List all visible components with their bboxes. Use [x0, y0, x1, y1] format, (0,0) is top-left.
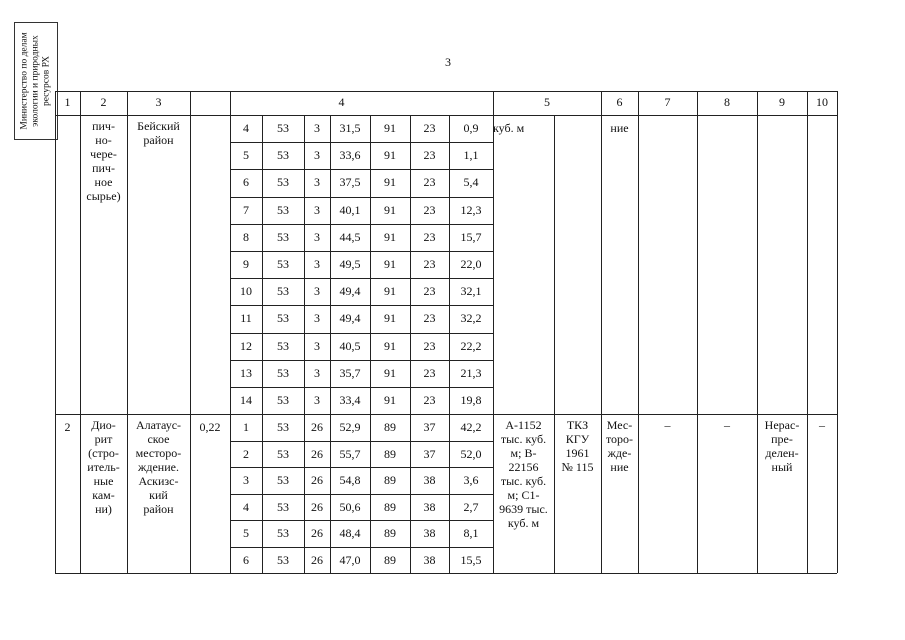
g1-row6-col1: 9: [243, 257, 249, 271]
g2-row4-col4: 50,6: [339, 499, 361, 514]
g1-row7-col3: 3: [314, 284, 320, 299]
group1-name-cell: пич- но- чере- пич- ное сырье): [86, 119, 121, 203]
g2-row6-col1: 6: [243, 552, 249, 567]
g1-row8-col4: 49,4: [339, 311, 361, 326]
g1-row10-col6: 23: [423, 365, 436, 380]
g1-row9-col6: 23: [423, 338, 436, 353]
g2-row2-col1: 2: [243, 446, 249, 461]
g2-row6-col4: 47,0: [339, 552, 361, 567]
approval-stamp: [14, 22, 58, 140]
g2-row4-col7: 2,7: [463, 499, 479, 514]
g1-row1-col1: 4: [243, 121, 249, 135]
g1-row5-col2: 53: [277, 229, 289, 244]
g2-row5-col5: 89: [384, 526, 396, 541]
g1-row11-col4: 33,4: [339, 393, 361, 407]
g2-row3-col1: 3: [243, 473, 249, 488]
g1-row11-col2: 53: [277, 393, 289, 407]
g1-row5-col5: 91: [384, 229, 396, 244]
g1-row7-col7: 32,1: [460, 284, 482, 299]
g1-row7-col5: 91: [384, 284, 396, 299]
g1-row2-col3: 3: [314, 148, 320, 163]
stamp-text: Министерство по делам экологии и природных ресурсов РХ: [19, 32, 52, 130]
g1-row3-col1: 6: [243, 175, 249, 190]
g1-row6-col4: 49,5: [339, 257, 361, 271]
g1-row10-col4: 35,7: [339, 365, 361, 380]
g2-row1-col7: 42,2: [460, 420, 482, 435]
g1-row8-col2: 53: [277, 311, 289, 326]
g2-row5-col1: 5: [243, 526, 249, 541]
g2-row5-col2: 53: [277, 526, 289, 541]
g2-row1-col6: 37: [423, 420, 436, 435]
g1-row3-col6: 23: [423, 175, 436, 190]
group2-name-cell: Дио- рит (стро- итель- ные кам- ни): [87, 418, 120, 517]
g1-row8-col1: 11: [240, 311, 252, 326]
header-cell-1: 1: [64, 95, 71, 109]
g1-row4-col3: 3: [314, 202, 320, 217]
g2-row6-col2: 53: [277, 552, 289, 567]
group2-approval-cell: ТКЗ КГУ 1961 № 115: [561, 418, 594, 475]
g1-row5-col7: 15,7: [460, 229, 482, 244]
g1-row9-col5: 91: [384, 338, 396, 353]
g2-row3-col3: 26: [311, 473, 323, 488]
g1-row11-col3: 3: [314, 393, 320, 407]
g1-row4-col1: 7: [243, 202, 249, 217]
g1-row9-col3: 3: [314, 338, 320, 353]
g1-row1-col2: 53: [277, 121, 289, 135]
group2-area-cell: 0,22: [199, 420, 221, 435]
g1-row8-col6: 23: [423, 311, 436, 326]
g2-row5-col6: 38: [423, 526, 436, 541]
g1-row11-col7: 19,8: [460, 393, 482, 407]
g1-row8-col5: 91: [384, 311, 396, 326]
g2-row1-col1: 1: [243, 420, 249, 435]
g1-row9-col4: 40,5: [339, 338, 361, 353]
g1-row2-col4: 33,6: [339, 148, 361, 163]
g2-row5-col3: 26: [311, 526, 323, 541]
g1-row9-col1: 12: [240, 338, 252, 353]
group2-type-cell: Мес- торо- жде- ние: [605, 418, 634, 475]
g2-row4-col2: 53: [277, 499, 289, 514]
g1-row5-col4: 44,5: [339, 229, 361, 244]
header-cell-3: 3: [155, 95, 162, 109]
g1-row2-col6: 23: [423, 148, 436, 163]
header-cell-2: 2: [100, 95, 107, 109]
group2-col10-cell: –: [819, 418, 825, 433]
g1-row6-col3: 3: [314, 257, 320, 271]
column-divider: [837, 91, 838, 573]
g1-row11-col5: 91: [384, 393, 396, 407]
g1-row5-col3: 3: [314, 229, 320, 244]
g1-row4-col7: 12,3: [460, 202, 482, 217]
g2-row5-col7: 8,1: [463, 526, 479, 541]
page-number: 3: [445, 55, 451, 69]
g1-row10-col2: 53: [277, 365, 289, 380]
g2-row2-col6: 37: [423, 446, 436, 461]
g1-row3-col5: 91: [384, 175, 396, 190]
g1-row2-col7: 1,1: [463, 148, 479, 163]
g1-row5-col6: 23: [423, 229, 436, 244]
group2-col8-cell: –: [724, 418, 730, 433]
g2-row3-col5: 89: [384, 473, 396, 488]
g1-row7-col2: 53: [277, 284, 289, 299]
g2-row6-col3: 26: [311, 552, 323, 567]
g1-row6-col7: 22,0: [460, 257, 482, 271]
g2-row6-col6: 38: [423, 552, 436, 567]
g1-row8-col7: 32,2: [460, 311, 482, 326]
g2-row6-col7: 15,5: [460, 552, 482, 567]
g1-row2-col1: 5: [243, 148, 249, 163]
g1-row4-col2: 53: [277, 202, 289, 217]
group1-reserves-cell: куб. м: [493, 121, 525, 135]
g1-row10-col7: 21,3: [460, 365, 482, 380]
g2-row5-col4: 48,4: [339, 526, 361, 541]
g2-row2-col4: 55,7: [339, 446, 361, 461]
g1-row4-col4: 40,1: [339, 202, 361, 217]
g1-row7-col1: 10: [240, 284, 252, 299]
group1-location-cell: Бейский район: [137, 119, 180, 147]
group2-location-cell: Алатаус- ское месторо- ждение. Аскизс- кий район: [135, 418, 182, 517]
g1-row1-col3: 3: [314, 121, 320, 135]
g2-row6-col5: 89: [384, 552, 396, 567]
g1-row2-col5: 91: [384, 148, 396, 163]
g1-row9-col7: 22,2: [460, 338, 482, 353]
g2-row3-col6: 38: [423, 473, 436, 488]
group2-index-cell: 2: [64, 420, 71, 435]
g1-row7-col6: 23: [423, 284, 436, 299]
g1-row10-col5: 91: [384, 365, 396, 380]
group2-col7-cell: –: [664, 418, 671, 433]
g2-row2-col3: 26: [311, 446, 323, 461]
g1-row3-col2: 53: [277, 175, 289, 190]
header-cell-4: 4: [338, 95, 345, 109]
g1-row7-col4: 49,4: [339, 284, 361, 299]
group2-reserves-cell: А-1152 тыс. куб. м; В- 22156 тыс. куб. м; С1- 9639 тыс. куб. м: [499, 418, 548, 531]
g1-row1-col4: 31,5: [339, 121, 361, 135]
g1-row3-col7: 5,4: [463, 175, 479, 190]
table-bottom-border: [55, 573, 837, 574]
g2-row2-col5: 89: [384, 446, 396, 461]
group1-type-cell: ние: [610, 121, 629, 135]
g2-row1-col4: 52,9: [339, 420, 361, 435]
g1-row9-col2: 53: [277, 338, 289, 353]
g2-row1-col3: 26: [311, 420, 323, 435]
g2-row4-col1: 4: [243, 499, 249, 514]
g2-row2-col7: 52,0: [460, 446, 482, 461]
g1-row5-col1: 8: [243, 229, 249, 244]
g2-row1-col5: 89: [384, 420, 396, 435]
g1-row1-col6: 23: [423, 121, 436, 135]
header-cell-10: 10: [816, 95, 828, 109]
g1-row1-col7: 0,9: [463, 121, 479, 135]
g2-row4-col5: 89: [384, 499, 396, 514]
g1-row4-col5: 91: [384, 202, 396, 217]
g1-row10-col1: 13: [240, 365, 252, 380]
g2-row3-col4: 54,8: [339, 473, 361, 488]
header-cell-5: 5: [544, 95, 550, 109]
g2-row4-col6: 38: [423, 499, 436, 514]
header-cell-9: 9: [779, 95, 785, 109]
group2-status-cell: Нерас- пре- делен- ный: [764, 418, 800, 475]
g1-row8-col3: 3: [314, 311, 320, 326]
g1-row6-col6: 23: [423, 257, 436, 271]
g1-row3-col4: 37,5: [339, 175, 361, 190]
g1-row3-col3: 3: [314, 175, 320, 190]
g1-row6-col2: 53: [277, 257, 289, 271]
header-cell-8: 8: [724, 95, 730, 109]
g1-row11-col1: 14: [240, 393, 252, 407]
g1-row11-col6: 23: [423, 393, 436, 407]
g1-row10-col3: 3: [314, 365, 320, 380]
g2-row4-col3: 26: [311, 499, 323, 514]
g2-row2-col2: 53: [277, 446, 289, 461]
g2-row3-col7: 3,6: [463, 473, 479, 488]
g2-row1-col2: 53: [277, 420, 289, 435]
g2-row3-col2: 53: [277, 473, 289, 488]
g1-row2-col2: 53: [277, 148, 289, 163]
header-cell-7: 7: [664, 95, 671, 109]
g1-row6-col5: 91: [384, 257, 396, 271]
header-cell-6: 6: [616, 95, 623, 109]
g1-row1-col5: 91: [384, 121, 396, 135]
g1-row4-col6: 23: [423, 202, 436, 217]
